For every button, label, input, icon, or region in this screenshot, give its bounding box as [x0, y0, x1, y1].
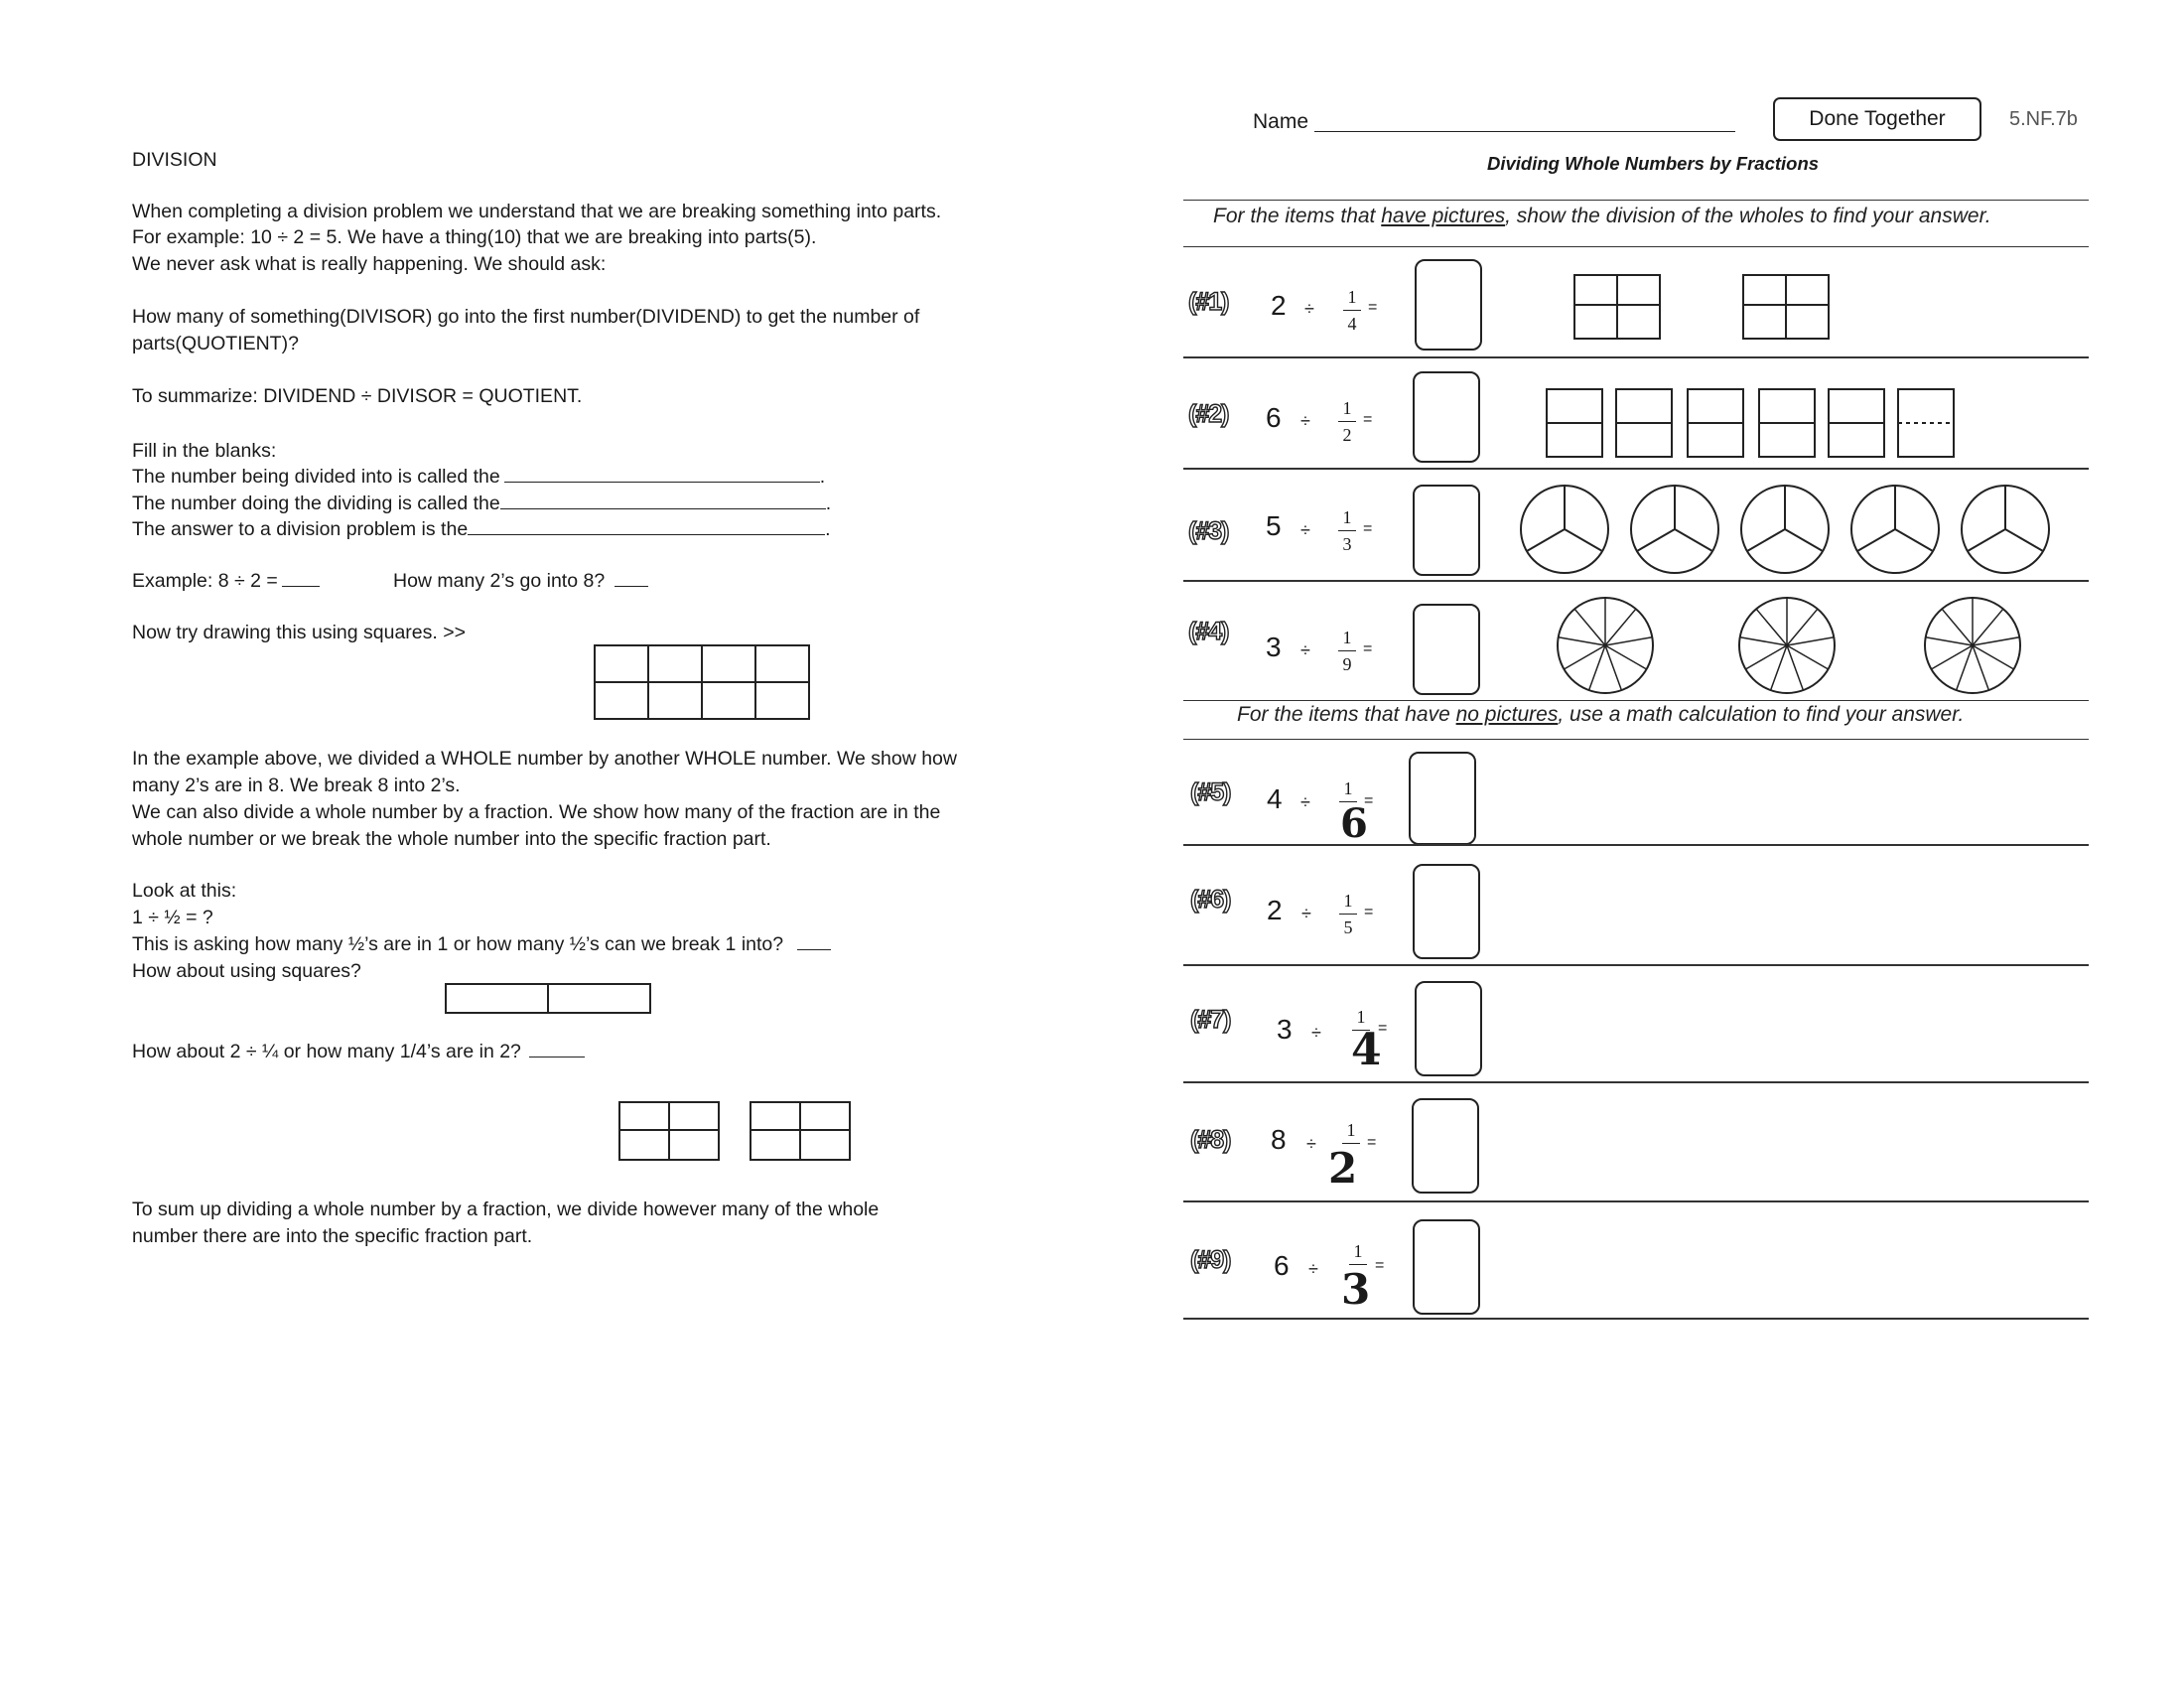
problem-whole: 2	[1267, 895, 1283, 925]
fraction-bar	[1338, 530, 1356, 531]
fill-blank-2[interactable]	[500, 491, 826, 509]
answer-box[interactable]	[1413, 485, 1480, 576]
problem-label: (#2)	[1188, 400, 1229, 428]
row-rule	[1183, 1200, 2089, 1202]
problem-label: (#3)	[1188, 517, 1229, 545]
fill-blank-3[interactable]	[468, 516, 825, 535]
problem-whole: 4	[1267, 783, 1283, 814]
row-rule	[1183, 580, 2089, 582]
division-sign: ÷	[1308, 1259, 1318, 1279]
how-about-blank[interactable]	[529, 1039, 585, 1058]
how-many-text: How many 2’s go into 8?	[393, 570, 606, 592]
look-blank[interactable]	[797, 931, 831, 950]
question-line-1: How many of something(DIVISOR) go into the first number(DIVIDEND) to get the number of	[132, 306, 920, 328]
how-about-line	[132, 1039, 585, 1065]
handwritten-denominator: 6	[1340, 800, 1368, 847]
example-line	[132, 568, 320, 595]
equals-sign: =	[1363, 411, 1373, 428]
fraction-denominator: 5	[1343, 917, 1353, 937]
rule-instr2-bottom	[1183, 739, 2089, 740]
para2-line-2: many 2’s are in 8. We break 8 into 2’s.	[132, 775, 461, 796]
instr2-underlined: no pictures	[1455, 703, 1559, 726]
division-sign: ÷	[1311, 1023, 1321, 1043]
division-sign: ÷	[1300, 640, 1310, 660]
division-sign: ÷	[1300, 411, 1310, 431]
fraction-denominator: 3	[1342, 534, 1352, 554]
instr1-post: , show the division of the wholes to find your answer.	[1505, 205, 1991, 227]
fraction-numerator: 1	[1356, 1007, 1366, 1027]
row-rule	[1183, 1081, 2089, 1083]
example-text: Example: 8 ÷ 2 =	[132, 570, 278, 592]
row-rule	[1183, 468, 2089, 470]
problem-whole: 3	[1277, 1014, 1293, 1045]
instr1-underlined: have pictures	[1381, 205, 1506, 227]
done-together-label: Done Together	[1809, 107, 1946, 130]
problem-whole: 2	[1271, 290, 1287, 321]
fraction-numerator: 1	[1353, 1241, 1363, 1261]
division-sign: ÷	[1306, 1134, 1316, 1154]
equals-sign: =	[1363, 640, 1373, 657]
answer-box[interactable]	[1415, 981, 1482, 1076]
intro-line-2: For example: 10 ÷ 2 = 5. We have a thing(10) that we are breaking into parts(5).	[132, 226, 817, 248]
instruction-pictures	[1213, 205, 1991, 228]
instr2-pre: For the items that have	[1237, 703, 1456, 726]
fraction-numerator: 1	[1342, 398, 1352, 418]
how-many-blank[interactable]	[614, 568, 648, 587]
half-squares	[1546, 386, 1953, 460]
equals-sign: =	[1368, 299, 1378, 316]
row-rule	[1183, 844, 2089, 846]
question-line-2: parts(QUOTIENT)?	[132, 333, 299, 354]
answer-box[interactable]	[1413, 371, 1480, 463]
instruction-no-pictures	[1237, 703, 1964, 727]
division-sign: ÷	[1300, 520, 1310, 540]
fraction-numerator: 1	[1347, 287, 1357, 307]
problem-whole: 6	[1266, 402, 1282, 433]
squares-quarter-2	[750, 1101, 851, 1161]
fill-line-2: The number doing the dividing is called the .	[132, 493, 832, 514]
summary-line: To summarize: DIVIDEND ÷ DIVISOR = QUOTIENT.	[132, 385, 583, 407]
fill-line-1-text: The number being divided into is called the	[132, 466, 500, 488]
problem-whole: 8	[1271, 1124, 1287, 1155]
fill-line-1: The number being divided into is called the .	[132, 466, 826, 488]
intro-line-3: We never ask what is really happening. We should ask:	[132, 253, 607, 275]
try-line: Now try drawing this using squares. >>	[132, 622, 466, 643]
problem-label: (#6)	[1190, 886, 1231, 914]
answer-box[interactable]	[1412, 1098, 1479, 1194]
answer-box[interactable]	[1413, 604, 1480, 695]
problem-label: (#8)	[1190, 1126, 1231, 1154]
look-squares: How about using squares?	[132, 960, 361, 982]
problem-whole: 6	[1274, 1250, 1290, 1281]
equals-sign: =	[1364, 792, 1374, 809]
look-title: Look at this:	[132, 880, 237, 902]
equals-sign: =	[1363, 520, 1373, 537]
sum-up-line-1: To sum up dividing a whole number by a fraction, we divide however many of the whole	[132, 1198, 880, 1220]
squares-quarter-1	[618, 1101, 720, 1161]
answer-box[interactable]	[1409, 752, 1476, 845]
fill-line-3-text: The answer to a division problem is the	[132, 518, 469, 540]
fraction-numerator: 1	[1343, 778, 1353, 798]
division-sign: ÷	[1301, 904, 1311, 923]
problem-label: (#1)	[1188, 288, 1229, 316]
instr1-pre: For the items that	[1213, 205, 1382, 227]
problem-label: (#5)	[1190, 778, 1231, 806]
fraction-bar	[1339, 914, 1357, 915]
rule-1	[1183, 246, 2089, 247]
equals-sign: =	[1364, 904, 1374, 920]
answer-box[interactable]	[1413, 864, 1480, 959]
worksheet-title: Dividing Whole Numbers by Fractions	[1487, 153, 1820, 174]
left-title: DIVISION	[132, 149, 217, 171]
handwritten-denominator: 4	[1351, 1025, 1382, 1075]
division-sign: ÷	[1300, 792, 1310, 812]
fraction-bar	[1343, 310, 1361, 311]
problem-label: (#9)	[1190, 1246, 1231, 1274]
handwritten-denominator: 3	[1341, 1265, 1371, 1314]
thirds-circles	[1519, 483, 2065, 576]
look-expr: 1 ÷ ½ = ?	[132, 907, 213, 928]
fraction-numerator: 1	[1342, 507, 1352, 527]
rule-instr2-top	[1183, 700, 2089, 701]
squares-half	[445, 983, 651, 1015]
problem-label: (#7)	[1190, 1006, 1231, 1034]
problem-label: (#4)	[1188, 618, 1229, 645]
division-sign: ÷	[1304, 299, 1314, 319]
row-rule	[1183, 964, 2089, 966]
row-rule	[1183, 356, 2089, 358]
fraction-denominator: 2	[1342, 425, 1352, 445]
equals-sign: =	[1375, 1257, 1385, 1274]
fraction-bar	[1338, 421, 1356, 422]
answer-box[interactable]	[1415, 259, 1482, 351]
fill-line-2-text: The number doing the dividing is called the	[132, 493, 500, 514]
fraction-denominator: 4	[1347, 314, 1357, 334]
fraction-bar	[1338, 650, 1356, 651]
para2-line-3: We can also divide a whole number by a fraction. We show how many of the fraction are in the	[132, 801, 941, 823]
quarter-squares-whole-2	[1742, 274, 1830, 340]
name-line[interactable]	[1314, 131, 1735, 132]
look-question-text: This is asking how many ½’s are in 1 or how many ½’s can we break 1 into?	[132, 933, 784, 955]
look-question-line	[132, 931, 831, 958]
fraction-numerator: 1	[1346, 1120, 1356, 1140]
para2-line-4: whole number or we break the whole number into the specific fraction part.	[132, 828, 771, 850]
fill-blank-1[interactable]	[504, 464, 820, 483]
fill-title: Fill in the blanks:	[132, 440, 277, 462]
handwritten-denominator: 2	[1328, 1144, 1358, 1193]
standard-code: 5.NF.7b	[2009, 108, 2078, 130]
equals-sign: =	[1378, 1020, 1388, 1037]
fill-line-3: The answer to a division problem is the .	[132, 518, 831, 540]
fraction-denominator: 9	[1342, 654, 1352, 674]
problem-whole: 3	[1266, 632, 1282, 662]
how-many-line	[393, 568, 648, 595]
problem-whole: 5	[1266, 510, 1282, 541]
how-about-text: How about 2 ÷ ¼ or how many 1/4’s are in 2?	[132, 1041, 521, 1062]
name-label: Name	[1253, 110, 1309, 133]
intro-line-1: When completing a division problem we understand that we are breaking something into parts.	[132, 201, 942, 222]
fraction-numerator: 1	[1342, 628, 1352, 647]
row-rule	[1183, 1318, 2089, 1320]
example-blank[interactable]	[282, 568, 320, 587]
rule-top	[1183, 200, 2089, 201]
squares-grid-8	[594, 644, 810, 720]
equals-sign: =	[1367, 1134, 1377, 1151]
answer-box[interactable]	[1413, 1219, 1480, 1315]
quarter-squares-whole-1	[1573, 274, 1661, 340]
para2-line-1: In the example above, we divided a WHOLE number by another WHOLE number. We show how	[132, 748, 957, 770]
fraction-numerator: 1	[1343, 891, 1353, 911]
done-together-badge	[1773, 97, 1981, 141]
ninths-circles	[1556, 596, 2032, 695]
sum-up-line-2: number there are into the specific fraction part.	[132, 1225, 533, 1247]
instr2-post: , use a math calculation to find your answer.	[1558, 703, 1965, 726]
